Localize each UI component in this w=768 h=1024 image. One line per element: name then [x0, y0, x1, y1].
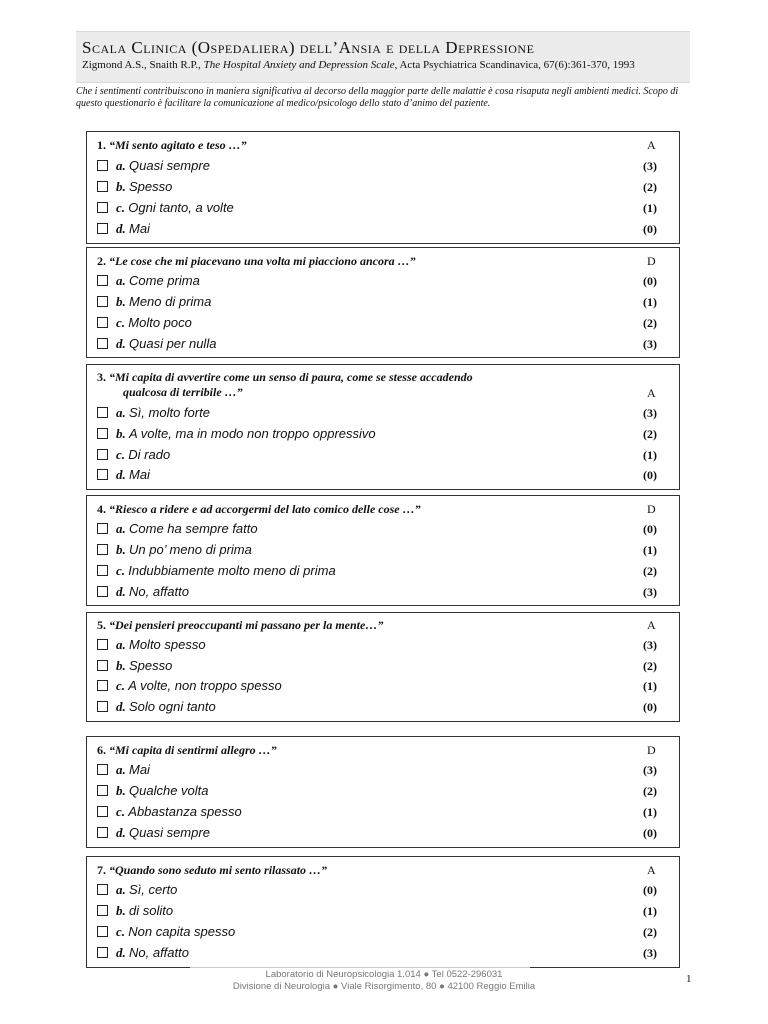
option-a[interactable]: a. Quasi sempre	[97, 158, 210, 174]
option-b[interactable]: b. A volte, ma in modo non troppo oppressivo	[97, 426, 376, 442]
score: (3)	[643, 763, 657, 777]
checkbox[interactable]	[97, 160, 108, 171]
page-title: Scala Clinica (Ospedaliera) dell’Ansia e della Depressione	[82, 38, 535, 57]
checkbox[interactable]	[97, 586, 108, 597]
question-6-box	[86, 736, 680, 848]
checkbox[interactable]	[97, 806, 108, 817]
checkbox[interactable]	[97, 701, 108, 712]
option-c[interactable]: c. Abbastanza spesso	[97, 804, 242, 820]
checkbox[interactable]	[97, 338, 108, 349]
checkbox[interactable]	[97, 317, 108, 328]
score: (2)	[643, 784, 657, 798]
category-label: D	[647, 743, 656, 757]
score: (0)	[643, 468, 657, 482]
score: (1)	[643, 295, 657, 309]
question-5-box	[86, 612, 680, 722]
option-c[interactable]: c. Indubbiamente molto meno di prima	[97, 563, 336, 579]
score: (0)	[643, 274, 657, 288]
option-c[interactable]: c. Non capita spesso	[97, 924, 235, 940]
score: (2)	[643, 316, 657, 330]
question-text: 7. “Quando sono seduto mi sento rilassato …”	[97, 863, 328, 877]
category-label: A	[647, 138, 656, 152]
option-d[interactable]: d. No, affatto	[97, 584, 189, 600]
category-label: D	[647, 502, 656, 516]
checkbox[interactable]	[97, 680, 108, 691]
score: (1)	[643, 904, 657, 918]
score: (3)	[643, 159, 657, 173]
option-a[interactable]: a. Sì, molto forte	[97, 405, 210, 421]
question-3-box	[86, 364, 680, 490]
option-b[interactable]: b. di solito	[97, 903, 173, 919]
option-c[interactable]: c. Di rado	[97, 447, 170, 463]
checkbox[interactable]	[97, 296, 108, 307]
score: (3)	[643, 337, 657, 351]
question-text: 1. “Mi sento agitato e teso …”	[97, 138, 247, 152]
score: (1)	[643, 448, 657, 462]
question-2-box	[86, 247, 680, 358]
option-d[interactable]: d. Quasi sempre	[97, 825, 210, 841]
option-d[interactable]: d. Mai	[97, 221, 150, 237]
question-text-continued: qualcosa di terribile …”	[123, 385, 243, 399]
score: (0)	[643, 700, 657, 714]
score: (1)	[643, 201, 657, 215]
checkbox[interactable]	[97, 660, 108, 671]
citation-authors: Zigmond A.S., Snaith R.P.,	[82, 59, 204, 71]
header-banner	[76, 31, 690, 83]
option-b[interactable]: b. Spesso	[97, 179, 172, 195]
citation-work: The Hospital Anxiety and Depression Scale	[203, 59, 395, 71]
score: (1)	[643, 543, 657, 557]
footer	[0, 969, 768, 993]
category-label: D	[647, 254, 656, 268]
category-label: A	[647, 618, 656, 632]
option-d[interactable]: d. Quasi per nulla	[97, 336, 216, 352]
option-a[interactable]: a. Mai	[97, 762, 150, 778]
score: (3)	[643, 406, 657, 420]
score: (0)	[643, 883, 657, 897]
checkbox[interactable]	[97, 565, 108, 576]
checkbox[interactable]	[97, 407, 108, 418]
score: (0)	[643, 826, 657, 840]
question-text: 3. “Mi capita di avvertire come un senso di paura, come se stesse accadendo	[97, 370, 473, 384]
option-a[interactable]: a. Sì, certo	[97, 882, 177, 898]
score: (2)	[643, 180, 657, 194]
score: (2)	[643, 925, 657, 939]
option-b[interactable]: b. Qualche volta	[97, 783, 209, 799]
option-d[interactable]: d. Mai	[97, 467, 150, 483]
footer-line-2: Divisione di Neurologia ● Viale Risorgimento, 80 ● 42100 Reggio Emilia	[232, 981, 536, 992]
option-b[interactable]: b. Meno di prima	[97, 294, 211, 310]
checkbox[interactable]	[97, 884, 108, 895]
score: (3)	[643, 946, 657, 960]
score: (2)	[643, 427, 657, 441]
checkbox[interactable]	[97, 544, 108, 555]
option-a[interactable]: a. Molto spesso	[97, 637, 206, 653]
score: (3)	[643, 585, 657, 599]
score: (2)	[643, 659, 657, 673]
intro-text: Che i sentimenti contribuiscono in maniera significativa al decorso della maggior parte delle malattie è cosa risaputa negli ambienti medici. Scopo di questo questionario è facilitare la comunicazione al medico/psicologo dello stato d’animo del paziente.	[76, 86, 679, 109]
category-label: A	[647, 863, 656, 877]
option-c[interactable]: c. A volte, non troppo spesso	[97, 678, 282, 694]
checkbox[interactable]	[97, 449, 108, 460]
option-a[interactable]: a. Come ha sempre fatto	[97, 521, 258, 537]
checkbox[interactable]	[97, 523, 108, 534]
question-text: 6. “Mi capita di sentirmi allegro …”	[97, 743, 277, 757]
footer-divider	[190, 967, 530, 968]
option-c[interactable]: c. Ogni tanto, a volte	[97, 200, 234, 216]
option-a[interactable]: a. Come prima	[97, 273, 200, 289]
checkbox[interactable]	[97, 764, 108, 775]
score: (0)	[643, 222, 657, 236]
score: (1)	[643, 679, 657, 693]
citation	[82, 59, 635, 71]
citation-journal: , Acta Psychiatrica Scandinavica, 67(6):361-370, 1993	[394, 59, 635, 71]
checkbox[interactable]	[97, 202, 108, 213]
checkbox[interactable]	[97, 785, 108, 796]
checkbox[interactable]	[97, 428, 108, 439]
score: (2)	[643, 564, 657, 578]
option-d[interactable]: d. No, affatto	[97, 945, 189, 961]
checkbox[interactable]	[97, 905, 108, 916]
question-7-box	[86, 856, 680, 968]
checkbox[interactable]	[97, 275, 108, 286]
option-c[interactable]: c. Molto poco	[97, 315, 192, 331]
category-label: A	[647, 386, 656, 400]
checkbox[interactable]	[97, 469, 108, 480]
question-1-box	[86, 131, 680, 244]
question-text: 2. “Le cose che mi piacevano una volta mi piacciono ancora …”	[97, 254, 416, 268]
checkbox[interactable]	[97, 827, 108, 838]
question-text: 4. “Riesco a ridere e ad accorgermi del lato comico delle cose …”	[97, 502, 421, 516]
question-text: 5. “Dei pensieri preoccupanti mi passano per la mente…”	[97, 618, 384, 632]
checkbox[interactable]	[97, 639, 108, 650]
checkbox[interactable]	[97, 947, 108, 958]
checkbox[interactable]	[97, 926, 108, 937]
score: (3)	[643, 638, 657, 652]
score: (0)	[643, 522, 657, 536]
score: (1)	[643, 805, 657, 819]
checkbox[interactable]	[97, 181, 108, 192]
question-4-box	[86, 495, 680, 606]
option-d[interactable]: d. Solo ogni tanto	[97, 699, 216, 715]
footer-line-1: Laboratorio di Neuropsicologia 1.014 ● Tel 0522-296031	[265, 969, 503, 980]
page-number: 1	[686, 973, 692, 985]
option-b[interactable]: b. Spesso	[97, 658, 172, 674]
option-b[interactable]: b. Un po’ meno di prima	[97, 542, 252, 558]
checkbox[interactable]	[97, 223, 108, 234]
